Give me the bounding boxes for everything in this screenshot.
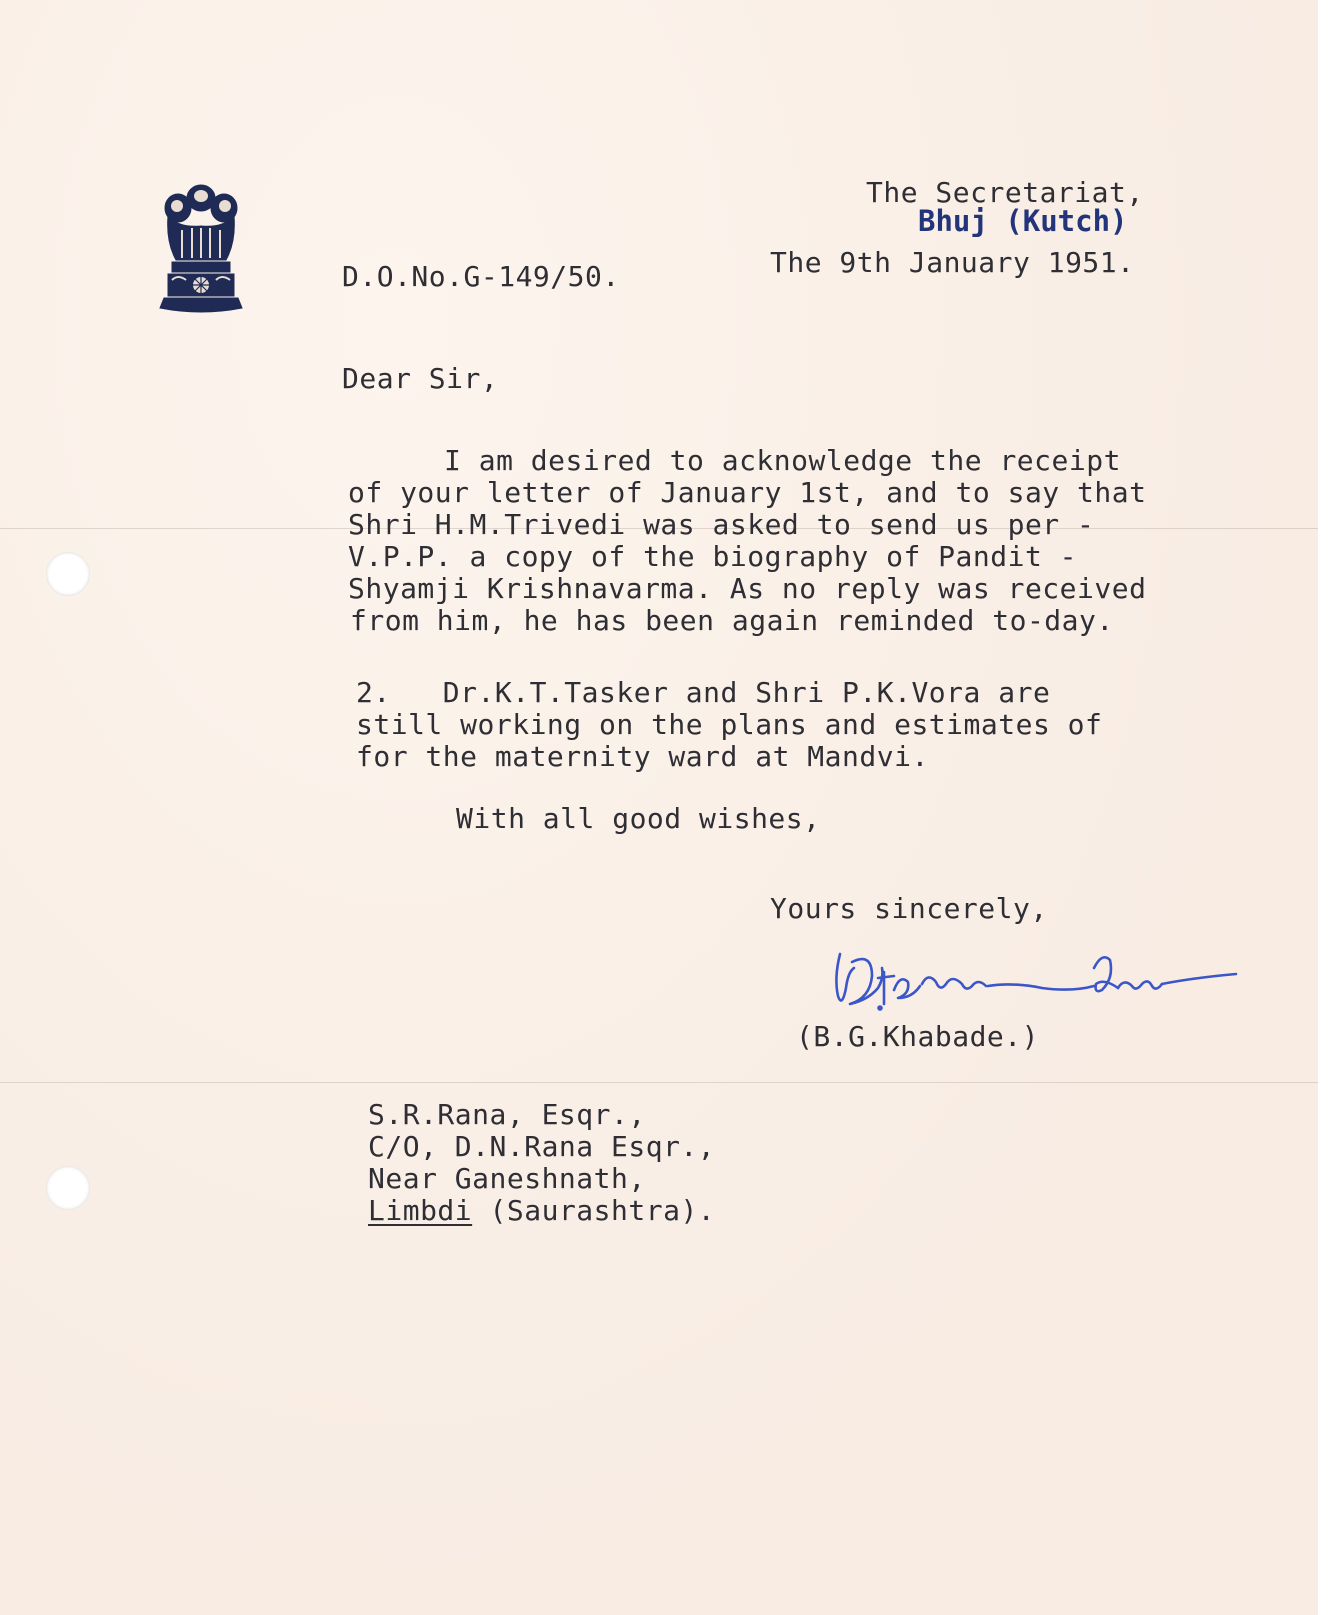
recipient-locality: Near Ganeshnath, [368,1162,646,1195]
punch-hole [46,552,90,596]
paper-fold-line [0,1082,1318,1083]
recipient-town-line [368,1194,715,1227]
paragraph-line: still working on the plans and estimates of [356,708,1103,741]
paragraph-line: V.P.P. a copy of the biography of Pandit - [348,540,1078,573]
recipient-region: (Saurashtra). [472,1194,716,1227]
signatory-name: (B.G.Khabade.) [796,1020,1040,1053]
paragraph-line: 2. Dr.K.T.Tasker and Shri P.K.Vora are [356,676,1051,709]
paragraph-line: Shyamji Krishnavarma. As no reply was received [348,572,1147,605]
place-stamp: Bhuj (Kutch) [918,204,1128,238]
paragraph-line: from him, he has been again reminded to-day. [350,604,1114,637]
paragraph-line: for the maternity ward at Mandvi. [356,740,929,773]
office-address-line: The Secretariat, [866,176,1144,209]
complimentary-close: Yours sincerely, [770,892,1048,925]
page-margin [1318,0,1332,1615]
national-emblem-icon [158,182,244,314]
letter-date: The 9th January 1951. [770,246,1135,279]
salutation: Dear Sir, [342,362,499,395]
paragraph-line: I am desired to acknowledge the receipt [444,444,1121,477]
recipient-care-of: C/O, D.N.Rana Esqr., [368,1130,716,1163]
recipient-name: S.R.Rana, Esqr., [368,1098,646,1131]
paragraph-line: of your letter of January 1st, and to say that [348,476,1147,509]
closing-wish: With all good wishes, [456,802,821,835]
recipient-town: Limbdi [368,1194,473,1227]
punch-hole [46,1166,90,1210]
reference-number: D.O.No.G-149/50. [342,260,620,293]
paragraph-line: Shri H.M.Trivedi was asked to send us per - [348,508,1095,541]
